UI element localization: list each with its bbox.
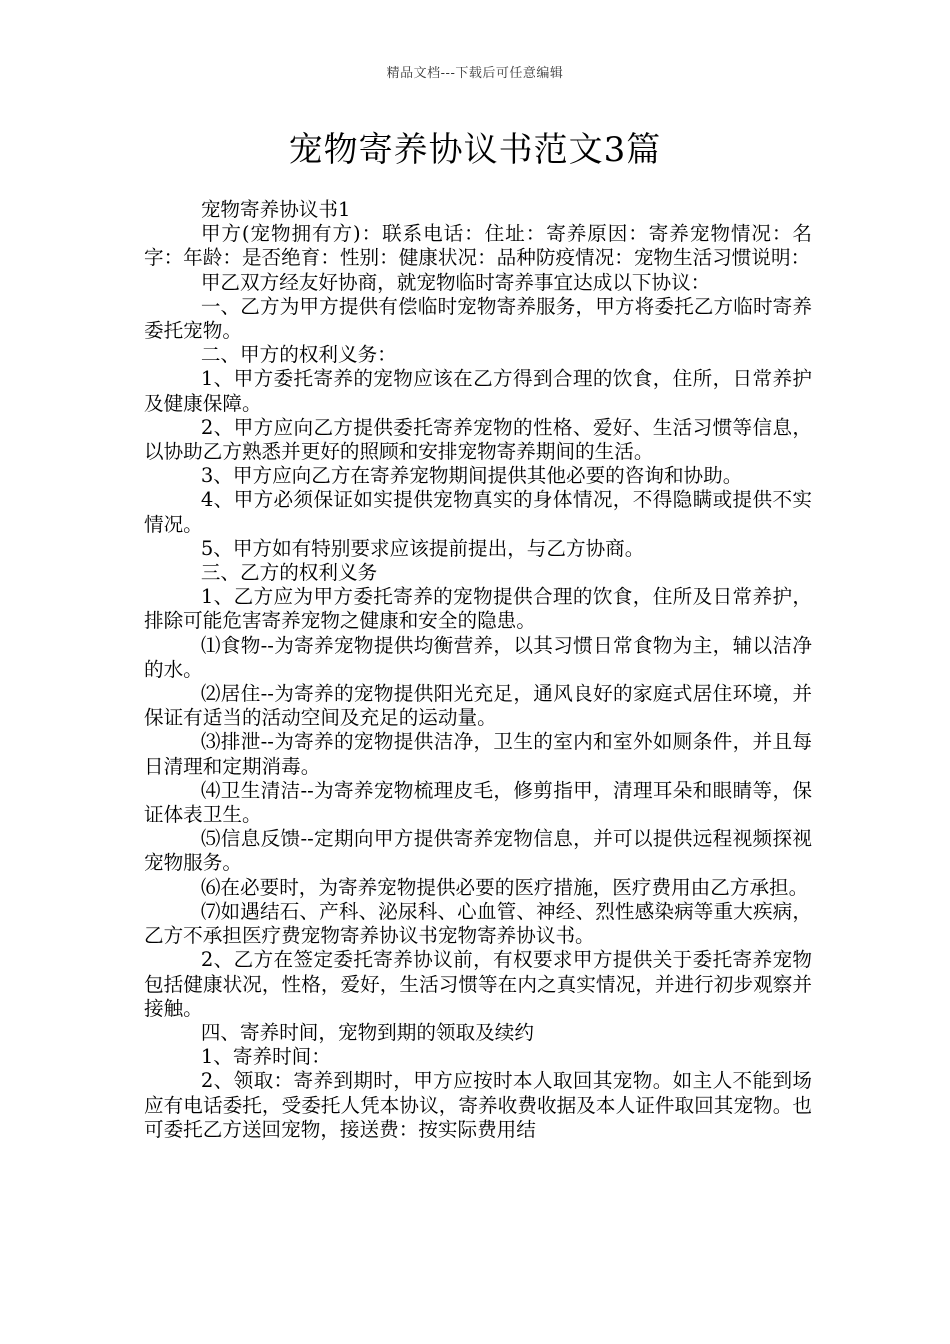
paragraph: 1、甲方委托寄养的宠物应该在乙方得到合理的饮食，住所，日常养护及健康保障。 xyxy=(144,367,812,415)
paragraph: 宠物寄养协议书1 xyxy=(200,198,351,221)
paragraph: 甲乙双方经友好协商，就宠物临时寄养事宜达成以下协议： xyxy=(200,270,711,294)
paragraph: 甲方(宠物拥有方)：联系电话：住址：寄养原因：寄养宠物情况：名字：年龄：是否绝育：性别：健康状况：品种防疫情况：宠物生活习惯说明： xyxy=(144,222,812,270)
document-title: 宠物寄养协议书范文3篇 xyxy=(288,130,662,170)
paragraph: 三、乙方的权利义务 xyxy=(200,561,378,585)
paragraph: 4、甲方必须保证如实提供宠物真实的身体情况，不得隐瞒或提供不实情况。 xyxy=(144,488,812,536)
header-note: 精品文档---下载后可任意编辑 xyxy=(386,66,564,81)
paragraph: 2、甲方应向乙方提供委托寄养宠物的性格、爱好、生活习惯等信息，以协助乙方熟悉并更好的照顾和安排宠物寄养期间的生活。 xyxy=(144,415,812,464)
paragraph: ⑵居住--为寄养的宠物提供阳光充足，通风良好的家庭式居住环境，并保证有适当的活动空间及充足的运动量。 xyxy=(144,682,812,730)
document-body xyxy=(144,198,812,1142)
paragraph: ⑶排泄--为寄养的宠物提供洁净，卫生的室内和室外如厕条件，并且每日清理和定期消毒。 xyxy=(144,730,812,778)
paragraph: 2、领取：寄养到期时，甲方应按时本人取回其宠物。如主人不能到场应有电话委托，受委托人凭本协议，寄养收费收据及本人证件取回其宠物。也可委托乙方送回宠物，接送费：按实际费用结 xyxy=(144,1069,812,1141)
paragraph: 2、乙方在签定委托寄养协议前，有权要求甲方提供关于委托寄养宠物包括健康状况，性格，爱好，生活习惯等在内之真实情况，并进行初步观察并接触。 xyxy=(144,948,812,1020)
paragraph: ⑸信息反馈--定期向甲方提供寄养宠物信息，并可以提供远程视频探视宠物服务。 xyxy=(144,827,812,875)
paragraph: 二、甲方的权利义务： xyxy=(200,343,397,367)
paragraph: 3、甲方应向乙方在寄养宠物期间提供其他必要的咨询和协助。 xyxy=(200,464,743,488)
paragraph: 四、寄养时间，宠物到期的领取及续约 xyxy=(200,1020,534,1044)
paragraph: ⑹在必要时，为寄养宠物提供必要的医疗措施，医疗费用由乙方承担。 xyxy=(200,875,809,899)
paragraph: 一、乙方为甲方提供有偿临时宠物寄养服务，甲方将委托乙方临时寄养委托宠物。 xyxy=(144,294,812,343)
paragraph: 1、乙方应为甲方委托寄养的宠物提供合理的饮食，住所及日常养护，排除可能危害寄养宠物之健康和安全的隐患。 xyxy=(144,585,812,633)
paragraph: ⑴食物--为寄养宠物提供均衡营养，以其习惯日常食物为主，辅以洁净的水。 xyxy=(144,633,812,681)
paragraph: ⑷卫生清洁--为寄养宠物梳理皮毛，修剪指甲，清理耳朵和眼睛等，保证体表卫生。 xyxy=(144,778,812,827)
paragraph: 1、寄养时间： xyxy=(200,1045,331,1069)
paragraph: ⑺如遇结石、产科、泌尿科、心血管、神经、烈性感染病等重大疾病，乙方不承担医疗费宠物寄养协议书宠物寄养协议书。 xyxy=(144,899,812,948)
paragraph: 5、甲方如有特别要求应该提前提出，与乙方协商。 xyxy=(200,536,645,560)
